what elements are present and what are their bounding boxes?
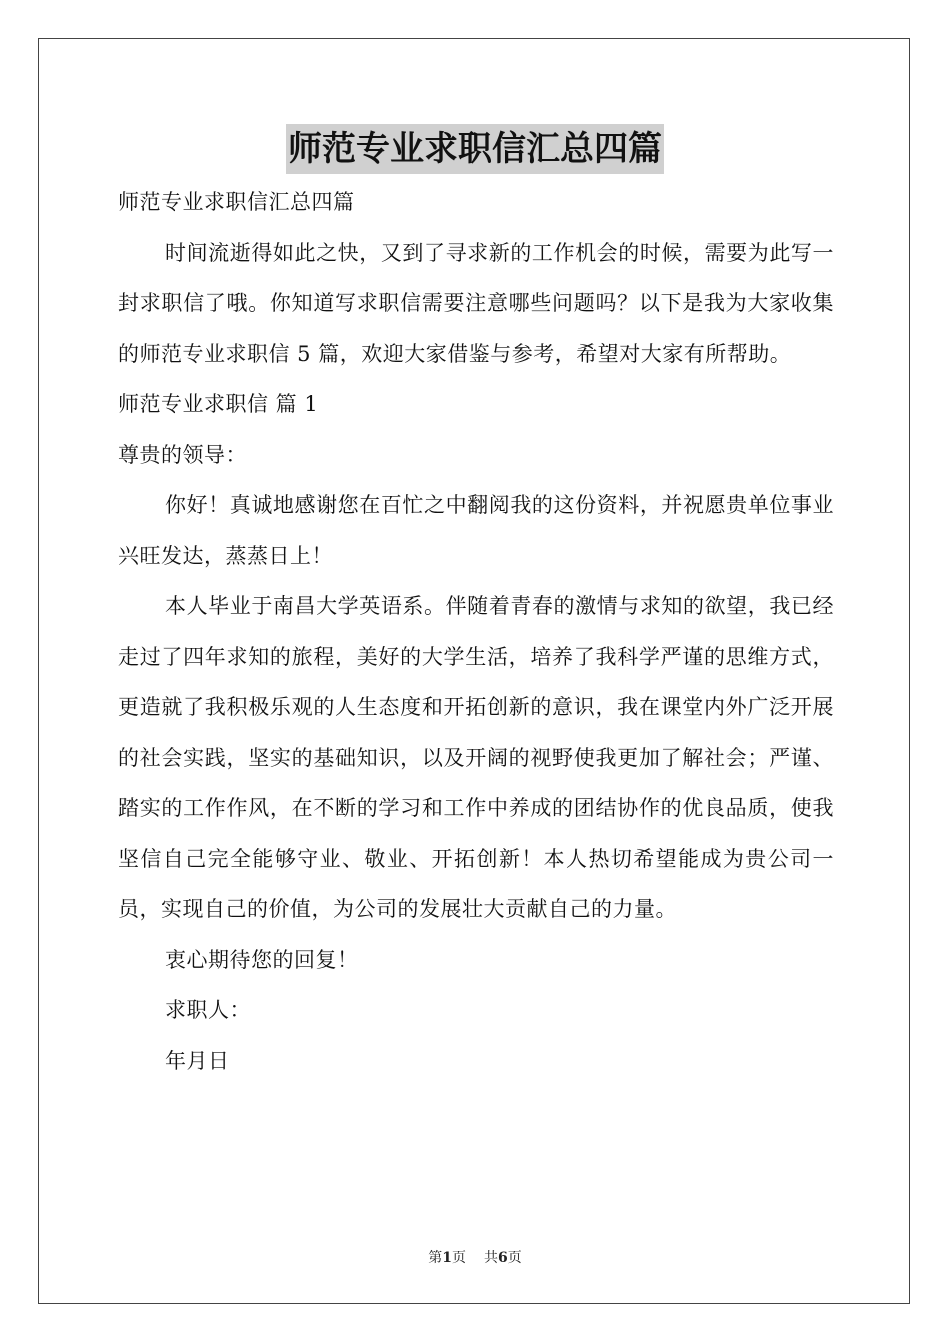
body-paragraph: 本人毕业于南昌大学英语系。伴随着青春的激情与求知的欲望，我已经走过了四年求知的旅程，美好的大学生活，培养了我科学严谨的思维方式，更造就了我积极乐观的人生态度和开拓创新的意识，我在课堂内外广泛开展的社会实践，坚实的基础知识，以及开阔的视野使我更加了解社会；严谨、踏实的工作作风，在不断的学习和工作中养成的团结协作的优良品质，使我坚信自己完全能够守业、敬业、开拓创新！本人热切希望能成为贵公司一员，实现自己的价值，为公司的发展壮大贡献自己的力量。 [118, 594, 834, 921]
closing-line: 衷心期待您的回复！ [165, 947, 359, 972]
footer-total-suffix: 页 [507, 1250, 522, 1266]
footer-page-suffix: 页 [452, 1250, 466, 1266]
footer-total-prefix: 共 [484, 1250, 498, 1266]
document-title [0, 124, 950, 180]
date-line: 年月日 [165, 1048, 230, 1073]
footer-page-total: 6 [498, 1250, 508, 1266]
footer-page-number: 1 [442, 1250, 452, 1266]
subtitle-paragraph: 师范专业求职信汇总四篇 [118, 190, 355, 214]
signature-line: 求职人： [165, 998, 251, 1022]
section-heading: 师范专业求职信 篇 1 [118, 392, 319, 416]
greeting-paragraph: 你好！真诚地感谢您在百忙之中翻阅我的这份资料，并祝愿贵单位事业兴旺发达，蒸蒸日上！ [118, 493, 834, 568]
footer-page-prefix: 第 [428, 1250, 443, 1266]
intro-paragraph: 时间流逝得如此之快，又到了寻求新的工作机会的时候，需要为此写一封求职信了哦。你知道写求职信需要注意哪些问题吗？以下是我为大家收集的师范专业求职信 5 篇，欢迎大家借鉴与参考，希望对大家有所帮助。 [118, 240, 834, 366]
page-footer [0, 1247, 950, 1267]
salutation: 尊贵的领导： [118, 442, 247, 467]
document-title-text: 师范专业求职信汇总四篇 [286, 124, 664, 174]
document-body [118, 177, 834, 1086]
